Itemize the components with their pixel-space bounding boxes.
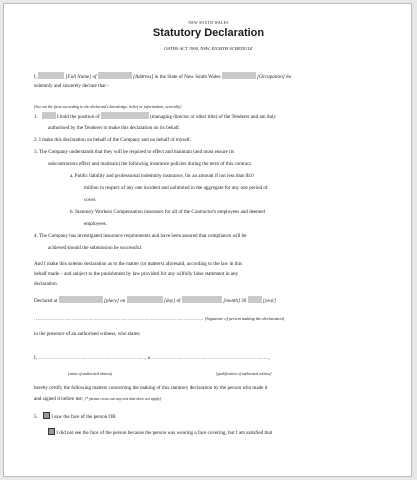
declared-line: Declared at [place] on [day] of [month] 20 [year]: [34, 298, 276, 304]
closing-line-2: behalf made – and subject to the punishment by law provided for any wilfully false statement in any: [34, 271, 239, 277]
intro-line-1: I, [Full Name] of [Address] in the State of New South Wales [Occupation] do: [34, 74, 292, 80]
address-field[interactable]: [98, 72, 132, 79]
intro-line-2: solemnly and sincerely declare that -: [34, 83, 109, 89]
witness-line[interactable]: I, ………………………………………………………, a ……………………………………………………………,: [34, 355, 270, 361]
item-3a-line-3: cover.: [84, 197, 97, 203]
position-field[interactable]: [42, 112, 56, 119]
occupation-field[interactable]: [222, 72, 256, 79]
item-3a-line-2: million in respect of any one incident and unlimited in the aggregate for any one period of: [84, 185, 268, 191]
face-seen-checkbox[interactable]: [43, 412, 50, 419]
witness-name-label: [name of authorised witness]: [68, 372, 113, 376]
item-2: 2. I make this declaration on behalf of the Company and on behalf of myself.: [34, 137, 192, 143]
witness-qualification-label: [qualification of authorised witness]: [216, 372, 272, 376]
full-name-field[interactable]: [38, 72, 64, 79]
day-field[interactable]: [127, 296, 163, 303]
document-page: [3, 3, 412, 477]
year-field[interactable]: [248, 296, 262, 303]
item-3a-line-1: a. Public liability and professional indemnity insurance, for an amount if not less than $10: [70, 173, 254, 179]
page-title: Statutory Declaration: [152, 27, 265, 39]
face-option-2: I did not see the face of the person because the person was wearing a face covering, but I am satisfied that: [48, 428, 400, 439]
item-3-line-1: 3. The Company understands that they will be required to effect and maintain (and must ensure its: [34, 149, 234, 155]
item-1-cont: authorised by the Tenderer to make this declaration on its behalf.: [48, 125, 181, 131]
item-1: 1. I hold the position of (managing director or other title) of the Tenderer and am duly: [34, 114, 276, 120]
item-3-line-2: subcontractors effect and maintain) the following insurance policies during the term of this contract.: [48, 161, 253, 167]
witness-presence: in the presence of an authorised witness, who states:: [34, 331, 141, 337]
signature-line: ………………………………………………………………………………………. [Signature of person making the declaration]: [34, 316, 285, 322]
month-field[interactable]: [182, 296, 222, 303]
closing-line-1: And I make this solemn declaration as to the matter (or matters) aforesaid, according to the law in this: [34, 261, 243, 267]
item-3b-line-2: employees.: [84, 221, 108, 227]
item-3b-line-1: b. Statutory Workers Compensation insurance for all of the Contractor's employees and deemed: [70, 209, 265, 215]
place-field[interactable]: [59, 296, 103, 303]
item-4-line-1: 4. The Company has investigated insurance requirements and have been assured that compliance will be: [34, 233, 247, 239]
face-option-1: 5. I saw the face of the person OR: [34, 414, 116, 420]
position-title-field[interactable]: [101, 112, 149, 119]
closing-line-3: declaration.: [34, 281, 58, 287]
instruction-text: [Set out the facts according to the declarant's knowledge, belief or information, severally]: [34, 104, 182, 109]
signature-field[interactable]: ……………………………………………………………………………………….: [34, 316, 204, 322]
certify-line-2: and signed it before me: [* please cross out any text that does not apply]: [34, 396, 162, 402]
certify-line-1: hereby certify the following matters concerning the making of this statutory declaration by the person who made it: [34, 385, 268, 391]
state-label: NEW SOUTH WALES: [188, 21, 229, 25]
item-4-line-2: achieved should the submission be successful.: [48, 245, 143, 251]
subtitle: OATHS ACT 1900, NSW, EIGHTH SCHEDULE: [164, 46, 253, 51]
face-not-seen-checkbox[interactable]: [48, 428, 55, 435]
